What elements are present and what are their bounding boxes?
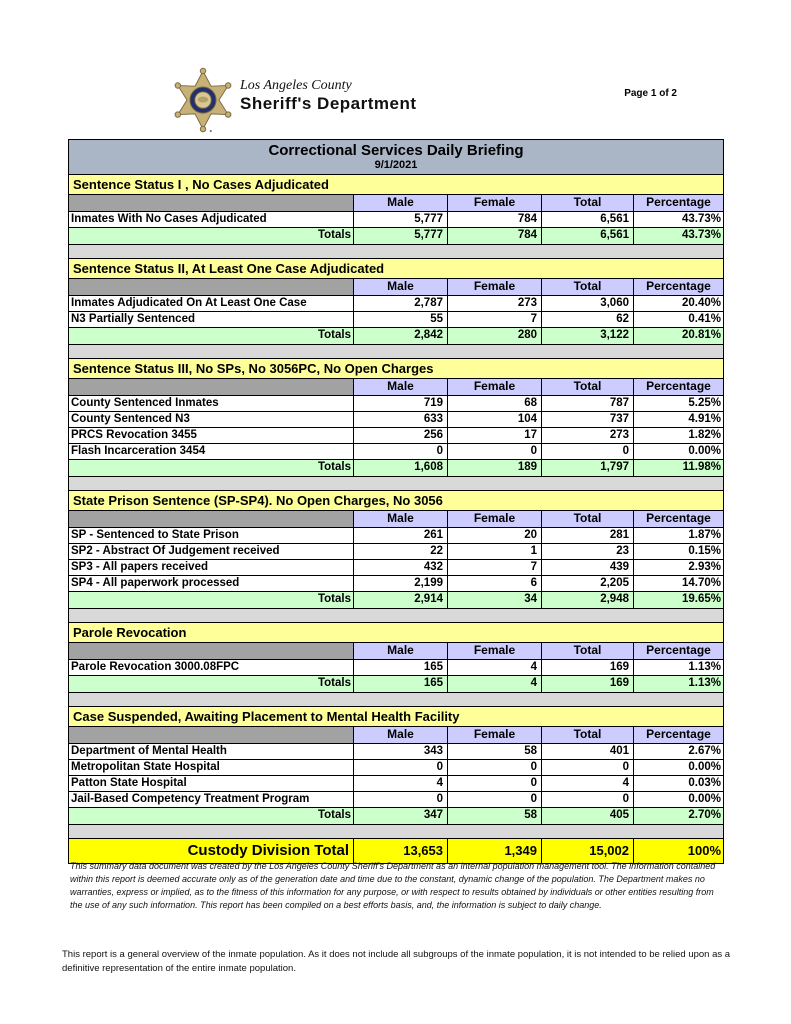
lasd-brand [172,66,417,136]
column-header-row [69,727,723,744]
totals-female: 4 [447,676,541,692]
column-header-percentage: Percentage [633,727,723,743]
totals-label: Totals [69,676,353,692]
cell-male: 432 [353,560,447,575]
row-label: Flash Incarceration 3454 [69,444,353,459]
row-label: Inmates Adjudicated On At Least One Case [69,296,353,311]
table-row [69,428,723,444]
totals-label: Totals [69,460,353,476]
column-header-female: Female [447,727,541,743]
corner-cell [69,643,353,659]
cell-percentage: 0.00% [633,444,723,459]
cell-percentage: 43.73% [633,212,723,227]
column-header-total: Total [541,643,633,659]
cell-percentage: 0.03% [633,776,723,791]
table-row [69,296,723,312]
totals-female: 34 [447,592,541,608]
cell-female: 17 [447,428,541,443]
column-header-male: Male [353,511,447,527]
totals-percentage: 43.73% [633,228,723,244]
row-label: Department of Mental Health [69,744,353,759]
report-title: Correctional Services Daily Briefing [268,142,524,159]
column-header-total: Total [541,379,633,395]
cell-male: 261 [353,528,447,543]
section-gap [69,609,723,623]
section-title: State Prison Sentence (SP-SP4). No Open Charges, No 3056 [69,491,723,511]
row-label: County Sentenced N3 [69,412,353,427]
totals-percentage: 11.98% [633,460,723,476]
cell-total: 0 [541,444,633,459]
cell-percentage: 14.70% [633,576,723,591]
totals-male: 1,608 [353,460,447,476]
cell-male: 256 [353,428,447,443]
row-label: N3 Partially Sentenced [69,312,353,327]
table-row [69,544,723,560]
column-header-percentage: Percentage [633,195,723,211]
cell-female: 0 [447,444,541,459]
table-row [69,212,723,228]
column-header-female: Female [447,511,541,527]
cell-female: 0 [447,776,541,791]
report-section [69,359,723,477]
table-row [69,444,723,460]
section-title: Sentence Status II, At Least One Case Adjudicated [69,259,723,279]
table-row [69,760,723,776]
table-row [69,412,723,428]
row-label: SP3 - All papers received [69,560,353,575]
row-label: Jail-Based Competency Treatment Program [69,792,353,807]
column-header-row [69,511,723,528]
cell-percentage: 0.15% [633,544,723,559]
totals-percentage: 19.65% [633,592,723,608]
totals-total: 169 [541,676,633,692]
column-header-row [69,195,723,212]
cell-male: 633 [353,412,447,427]
section-title: Case Suspended, Awaiting Placement to Mental Health Facility [69,707,723,727]
cell-male: 4 [353,776,447,791]
secondary-disclaimer-text: This report is a general overview of the inmate population. As it does not include all subgroups of the inmate population, it is not intended to be relied upon as a definitive representation of the entire inmate population. [62,949,731,975]
cell-total: 4 [541,776,633,791]
cell-total: 62 [541,312,633,327]
grand-total-label: Custody Division Total [69,839,353,863]
cell-total: 23 [541,544,633,559]
grand-total-female: 1,349 [447,839,541,863]
totals-row [69,228,723,245]
cell-male: 0 [353,792,447,807]
column-header-total: Total [541,195,633,211]
column-header-male: Male [353,195,447,211]
report-date: 9/1/2021 [374,159,418,171]
report-section [69,623,723,693]
cell-total: 169 [541,660,633,675]
row-label: SP - Sentenced to State Prison [69,528,353,543]
row-label: Parole Revocation 3000.08FPC [69,660,353,675]
table-row [69,744,723,760]
cell-male: 2,787 [353,296,447,311]
cell-female: 273 [447,296,541,311]
column-header-percentage: Percentage [633,379,723,395]
corner-cell [69,279,353,295]
cell-male: 5,777 [353,212,447,227]
cell-percentage: 1.13% [633,660,723,675]
totals-male: 2,914 [353,592,447,608]
section-gap [69,477,723,491]
cell-male: 343 [353,744,447,759]
totals-label: Totals [69,592,353,608]
totals-female: 58 [447,808,541,824]
totals-male: 347 [353,808,447,824]
page-number-indicator: Page 1 of 2 [624,88,677,99]
primary-disclaimer-text: This summary data document was created by the Los Angeles County Sheriff's Department as an internal population management tool. The information contained within this report is deemed accurate only as of the generation date and time due to the constant, dynamic change of the population. The Department makes no warranties, express or implied, as to the fitness of this information for any purpose, or with respect to results obtained by individuals or other entities resulting from the use of any such information. This report has been compiled on a best efforts basis, and, the information is subject to daily change. [70,861,716,911]
cell-female: 7 [447,560,541,575]
totals-total: 2,948 [541,592,633,608]
totals-total: 6,561 [541,228,633,244]
cell-percentage: 20.40% [633,296,723,311]
cell-female: 784 [447,212,541,227]
cell-percentage: 2.93% [633,560,723,575]
row-label: SP2 - Abstract Of Judgement received [69,544,353,559]
cell-percentage: 5.25% [633,396,723,411]
section-gap [69,825,723,839]
table-row [69,396,723,412]
corner-cell [69,727,353,743]
report-section [69,707,723,825]
section-gap [69,693,723,707]
cell-total: 787 [541,396,633,411]
row-label: Metropolitan State Hospital [69,760,353,775]
column-header-row [69,379,723,396]
cell-total: 6,561 [541,212,633,227]
cell-male: 0 [353,760,447,775]
row-label: Inmates With No Cases Adjudicated [69,212,353,227]
totals-male: 5,777 [353,228,447,244]
totals-total: 3,122 [541,328,633,344]
row-label: PRCS Revocation 3455 [69,428,353,443]
totals-percentage: 20.81% [633,328,723,344]
cell-male: 0 [353,444,447,459]
column-header-female: Female [447,379,541,395]
report-table [68,139,724,864]
cell-percentage: 0.41% [633,312,723,327]
brand-text [240,78,417,114]
section-title: Sentence Status I , No Cases Adjudicated [69,175,723,195]
totals-label: Totals [69,808,353,824]
cell-total: 439 [541,560,633,575]
totals-female: 784 [447,228,541,244]
totals-label: Totals [69,228,353,244]
corner-cell [69,511,353,527]
report-section [69,175,723,245]
section-gap [69,245,723,259]
totals-male: 165 [353,676,447,692]
totals-row [69,460,723,477]
cell-total: 0 [541,792,633,807]
cell-percentage: 4.91% [633,412,723,427]
cell-total: 2,205 [541,576,633,591]
cell-female: 7 [447,312,541,327]
column-header-male: Male [353,643,447,659]
cell-female: 4 [447,660,541,675]
row-label: SP4 - All paperwork processed [69,576,353,591]
column-header-row [69,643,723,660]
column-header-row [69,279,723,296]
totals-row [69,592,723,609]
report-title-bar [69,140,723,175]
totals-total: 405 [541,808,633,824]
report-section [69,259,723,345]
table-row [69,576,723,592]
column-header-percentage: Percentage [633,643,723,659]
cell-total: 0 [541,760,633,775]
corner-cell [69,195,353,211]
cell-percentage: 1.82% [633,428,723,443]
section-gap [69,345,723,359]
cell-female: 58 [447,744,541,759]
cell-percentage: 0.00% [633,760,723,775]
cell-total: 281 [541,528,633,543]
column-header-total: Total [541,279,633,295]
column-header-male: Male [353,379,447,395]
totals-row [69,808,723,825]
cell-female: 6 [447,576,541,591]
cell-male: 2,199 [353,576,447,591]
cell-female: 20 [447,528,541,543]
table-row [69,312,723,328]
column-header-percentage: Percentage [633,511,723,527]
report-sections [69,175,723,839]
table-row [69,792,723,808]
totals-female: 280 [447,328,541,344]
cell-female: 68 [447,396,541,411]
column-header-total: Total [541,511,633,527]
cell-female: 104 [447,412,541,427]
column-header-female: Female [447,643,541,659]
row-label: Patton State Hospital [69,776,353,791]
section-title: Parole Revocation [69,623,723,643]
column-header-male: Male [353,727,447,743]
grand-total-male: 13,653 [353,839,447,863]
table-row [69,660,723,676]
cell-male: 22 [353,544,447,559]
table-row [69,776,723,792]
column-header-female: Female [447,195,541,211]
totals-total: 1,797 [541,460,633,476]
brand-county-text: Los Angeles County [240,78,352,93]
cell-total: 273 [541,428,633,443]
cell-total: 3,060 [541,296,633,311]
section-title: Sentence Status III, No SPs, No 3056PC, No Open Charges [69,359,723,379]
cell-percentage: 0.00% [633,792,723,807]
cell-total: 401 [541,744,633,759]
cell-percentage: 1.87% [633,528,723,543]
cell-female: 0 [447,760,541,775]
totals-male: 2,842 [353,328,447,344]
grand-total-percentage: 100% [633,839,723,863]
cell-male: 55 [353,312,447,327]
totals-percentage: 1.13% [633,676,723,692]
column-header-percentage: Percentage [633,279,723,295]
totals-row [69,328,723,345]
table-row [69,528,723,544]
totals-label: Totals [69,328,353,344]
document-header [68,66,723,138]
grand-total-total: 15,002 [541,839,633,863]
cell-percentage: 2.67% [633,744,723,759]
sheriff-star-badge-icon [172,66,234,136]
row-label: County Sentenced Inmates [69,396,353,411]
table-row [69,560,723,576]
column-header-total: Total [541,727,633,743]
cell-female: 0 [447,792,541,807]
totals-row [69,676,723,693]
report-section [69,491,723,609]
brand-department-text: Sheriff's Department [240,94,417,113]
cell-male: 719 [353,396,447,411]
column-header-female: Female [447,279,541,295]
cell-female: 1 [447,544,541,559]
totals-percentage: 2.70% [633,808,723,824]
cell-total: 737 [541,412,633,427]
corner-cell [69,379,353,395]
totals-female: 189 [447,460,541,476]
column-header-male: Male [353,279,447,295]
cell-male: 165 [353,660,447,675]
